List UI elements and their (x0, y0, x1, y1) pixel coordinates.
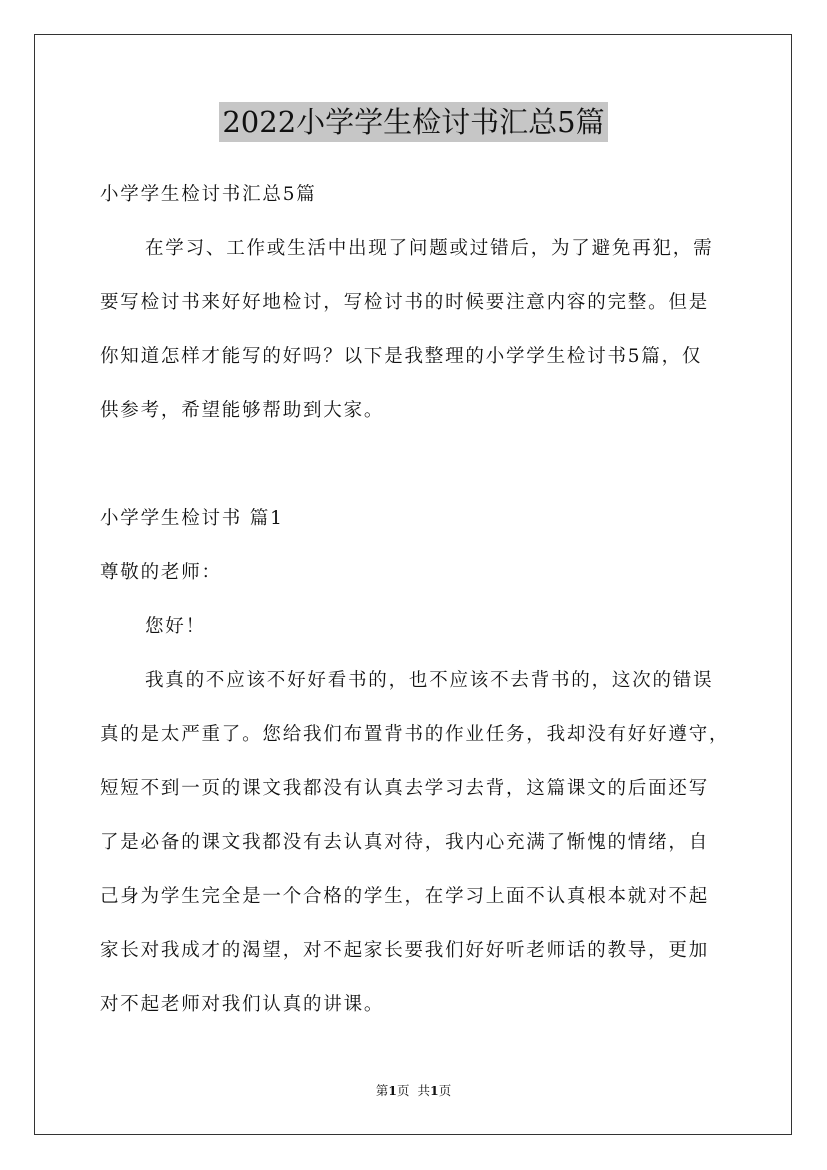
page-footer (0, 1082, 827, 1100)
total-pages: 1 (429, 1083, 439, 1098)
page-number: 1 (388, 1083, 397, 1098)
page-suffix: 页 (397, 1083, 410, 1098)
salutation: 尊敬的老师： (100, 562, 222, 583)
intro-line: 供参考，希望能够帮助到大家。 (100, 400, 385, 421)
intro-line: 你知道怎样才能写的好吗？以下是我整理的小学学生检讨书5篇，仅 (100, 346, 703, 367)
body-line: 对不起老师对我们认真的讲课。 (100, 994, 385, 1015)
document-title: 2022小学学生检讨书汇总5篇 (219, 102, 607, 142)
section-heading: 小学学生检讨书 篇1 (100, 508, 284, 529)
body-line: 了是必备的课文我都没有去认真对待，我内心充满了惭愧的情绪，自 (100, 832, 710, 853)
body-line: 家长对我成才的渴望，对不起家长要我们好好听老师话的教导，更加 (100, 940, 710, 961)
paragraph-gap (100, 438, 732, 492)
greeting: 您好！ (145, 616, 206, 637)
body-line: 真的是太严重了。您给我们布置背书的作业任务，我却没有好好遵守， (100, 724, 730, 745)
subtitle: 小学学生检讨书汇总5篇 (100, 184, 317, 205)
body-line: 我真的不应该不好好看书的，也不应该不去背书的，这次的错误 (145, 670, 714, 691)
total-suffix: 页 (438, 1083, 452, 1098)
document-body (100, 168, 732, 1032)
total-prefix: 共 (417, 1083, 430, 1098)
intro-line: 在学习、工作或生活中出现了问题或过错后，为了避免再犯，需 (145, 238, 714, 259)
page-prefix: 第 (375, 1083, 389, 1098)
intro-line: 要写检讨书来好好地检讨，写检讨书的时候要注意内容的完整。但是 (100, 292, 710, 313)
body-line: 短短不到一页的课文我都没有认真去学习去背，这篇课文的后面还写 (100, 778, 710, 799)
title-container (0, 102, 827, 142)
body-line: 己身为学生完全是一个合格的学生，在学习上面不认真根本就对不起 (100, 886, 710, 907)
